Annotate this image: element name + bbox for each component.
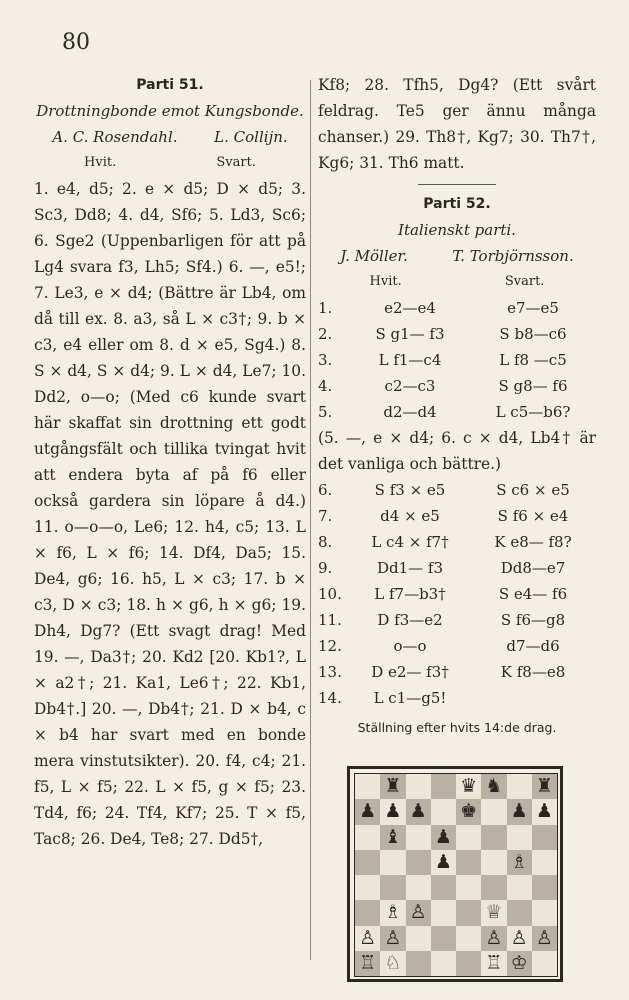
move-row [318, 373, 596, 399]
board-square [507, 900, 532, 925]
board-square [456, 875, 481, 900]
board-square: ♟ [380, 799, 405, 824]
move-row [318, 607, 596, 633]
board-square [431, 875, 456, 900]
move-number: 8. [318, 533, 333, 551]
black-move: e7—e5 [507, 299, 559, 317]
black-player: L. Collijn. [214, 128, 288, 146]
black-move: K f8—e8 [500, 663, 566, 681]
move-row [318, 503, 596, 529]
move-row [318, 477, 596, 503]
move-number: 4. [318, 377, 333, 395]
board-square: ♙ [481, 926, 506, 951]
board-square: ♜ [532, 774, 557, 799]
black-move: K e8— f8? [494, 533, 572, 551]
move-number: 9. [318, 559, 333, 577]
right-column [318, 72, 596, 741]
move-number: 11. [318, 611, 342, 629]
board-square: ♙ [532, 926, 557, 951]
white-move: D f3—e2 [377, 611, 443, 629]
game-51-opening: Drottningbonde emot Kungsbonde. [36, 102, 304, 120]
board-square [355, 774, 380, 799]
game-51-colors [34, 150, 306, 176]
black-move: S g8— f6 [498, 377, 568, 395]
white-move: L f1—c4 [378, 351, 442, 369]
white-move: d4 × e5 [380, 507, 440, 525]
board-square: ♖ [355, 951, 380, 976]
board-square [355, 825, 380, 850]
move-row [318, 685, 596, 711]
move-row [318, 529, 596, 555]
move-number: 6. [318, 481, 333, 499]
board-square [481, 799, 506, 824]
white-move: Dd1— f3 [376, 559, 444, 577]
move-number: 12. [318, 637, 342, 655]
game-52-title: Parti 52. [423, 196, 491, 212]
board-square: ♗ [507, 850, 532, 875]
move-number: 2. [318, 325, 333, 343]
white-move: o—o [393, 637, 427, 655]
board-square: ♟ [355, 799, 380, 824]
move-number: 5. [318, 403, 333, 421]
game-51-players [34, 124, 306, 150]
white-player: A. C. Rosendahl. [52, 128, 178, 146]
game-52-note: (5. —, e × d4; 6. c × d4, Lb4† är det vanliga och bättre.) [318, 429, 596, 473]
white-move: e2—e4 [384, 299, 436, 317]
game-52-opening: Italienskt parti. [398, 221, 516, 239]
board-square: ♙ [380, 926, 405, 951]
board-square: ♔ [507, 951, 532, 976]
black-label: Svart. [504, 274, 545, 289]
page-number: 80 [62, 30, 90, 55]
board-square: ♝ [380, 825, 405, 850]
board-square [431, 926, 456, 951]
board-square: ♘ [380, 951, 405, 976]
black-move: L c5—b6? [495, 403, 571, 421]
board-square [431, 900, 456, 925]
black-label: Svart. [216, 155, 256, 170]
board-square: ♕ [481, 900, 506, 925]
white-move: S f3 × e5 [374, 481, 446, 499]
move-number: 14. [318, 689, 342, 707]
board-square [456, 926, 481, 951]
board-square [406, 774, 431, 799]
board-square: ♛ [456, 774, 481, 799]
game-52-players [318, 243, 596, 269]
move-row [318, 633, 596, 659]
black-player: T. Torbjörnsson. [452, 247, 574, 265]
board-square [481, 825, 506, 850]
game-51-title: Parti 51. [136, 77, 204, 93]
white-move: L c4 × f7† [371, 533, 449, 551]
move-number: 3. [318, 351, 333, 369]
black-move: S f6 × e4 [497, 507, 569, 525]
board-square: ♗ [380, 900, 405, 925]
board-square [355, 875, 380, 900]
board-square: ♟ [507, 799, 532, 824]
move-number: 10. [318, 585, 342, 603]
move-row [318, 659, 596, 685]
black-move: S c6 × e5 [496, 481, 570, 499]
board-square [380, 850, 405, 875]
chess-diagram [347, 766, 563, 982]
board-square [532, 951, 557, 976]
board-square [406, 875, 431, 900]
move-row [318, 555, 596, 581]
column-divider [310, 80, 311, 960]
move-number: 13. [318, 663, 342, 681]
game-52-colors [318, 269, 596, 295]
board-square [532, 850, 557, 875]
white-label: Hvit. [369, 274, 402, 289]
move-row [318, 347, 596, 373]
board-square [431, 799, 456, 824]
board-square [431, 951, 456, 976]
white-move: L c1—g5! [373, 689, 447, 707]
board-square [456, 900, 481, 925]
board-square [380, 875, 405, 900]
move-row [318, 581, 596, 607]
white-move: c2—c3 [384, 377, 436, 395]
board-square [532, 875, 557, 900]
move-row [318, 399, 596, 425]
diagram-caption: Ställning efter hvits 14:de drag. [357, 720, 557, 735]
board-square [456, 951, 481, 976]
board-square [481, 850, 506, 875]
board-square [406, 926, 431, 951]
board-square [456, 850, 481, 875]
white-move: S g1— f3 [375, 325, 445, 343]
board-square [406, 825, 431, 850]
board-square [507, 825, 532, 850]
black-move: L f8 —c5 [499, 351, 567, 369]
black-move: S f6—g8 [500, 611, 566, 629]
black-move: d7—d6 [506, 637, 560, 655]
board-square: ♙ [355, 926, 380, 951]
white-move: d2—d4 [383, 403, 437, 421]
board-square: ♜ [380, 774, 405, 799]
black-move: S e4— f6 [498, 585, 568, 603]
game-51-continuation: Kf8; 28. Tfh5, Dg4? (Ett svårt feldrag. Te5 ger ännu många chanser.) 29. Th8†, Kg7; 30. Th7†, Kg6; 31. Th6 matt. [318, 76, 596, 172]
board-square: ♚ [456, 799, 481, 824]
board-square: ♙ [406, 900, 431, 925]
moves-table-a [318, 295, 596, 425]
board-square: ♟ [532, 799, 557, 824]
board-square [406, 850, 431, 875]
board-square: ♖ [481, 951, 506, 976]
white-label: Hvit. [84, 155, 117, 170]
board-square [456, 825, 481, 850]
board-square [355, 850, 380, 875]
black-move [470, 685, 596, 711]
board-square [507, 875, 532, 900]
left-column [34, 72, 306, 852]
section-rule [418, 184, 496, 185]
board-square [406, 951, 431, 976]
white-player: J. Möller. [340, 247, 408, 265]
board-square [431, 774, 456, 799]
board-square [532, 825, 557, 850]
board-square [507, 774, 532, 799]
move-row [318, 295, 596, 321]
move-number: 1. [318, 299, 333, 317]
chess-board [354, 773, 558, 977]
board-square: ♟ [406, 799, 431, 824]
board-square [532, 900, 557, 925]
board-square: ♞ [481, 774, 506, 799]
board-square [355, 900, 380, 925]
board-square: ♟ [431, 850, 456, 875]
black-move: S b8—c6 [499, 325, 567, 343]
board-square: ♟ [431, 825, 456, 850]
move-number: 7. [318, 507, 333, 525]
game-51-moves-text: 1. e4, d5; 2. e × d5; D × d5; 3. Sc3, Dd8; 4. d4, Sf6; 5. Ld3, Sc6; 6. Sge2 (Uppenbarligen för att på Lg4 svara f3, Lh5; Sf4.) 6. —, e5!; 7. Le3, e × d4; (Bättre är Lb4, om då till ex. 8. a3, så L × c3†; 9. b × c3, e4 eller om 8. d × e5, Sg4.) 8. S × d4, S × d4; 9. L × d4, Le7; 10. Dd2, o—o; (Med c6 kunde svart här skaffat sin drottning ett godt utgångsfält och tillika tvingat hvit att endera byta af på f6 eller också gardera sin löpare å d4.) 11. o—o—o, Le6; 12. h4, c5; 13. L × f6, L × f6; 14. Df4, Da5; 15. De4, g6; 16. h5, L × c3; 17. b × c3, D × c3; 18. h × g6, h × g6; 19. Dh4, Dg7? (Ett svagt drag! Med 19. —, Da3†; 20. Kd2 [20. Kb1?, L × a2†; 21. Ka1, Le6†; 22. Kb1, Db4†.] 20. —, Db4†; 21. D × b4, c × b4 har svart med en bonde mera vinstutsikter). 20. f4, c4; 21. f5, L × f5; 22. L × f5, g × f5; 23. Td4, f6; 24. Tf4, Kf7; 25. T × f5, Tac8; 26. De4, Te8; 27. Dd5†, [34, 180, 306, 848]
white-move: L f7—b3† [374, 585, 446, 603]
board-square [481, 875, 506, 900]
board-square: ♙ [507, 926, 532, 951]
move-row [318, 321, 596, 347]
moves-table-b [318, 477, 596, 711]
white-move: D e2— f3† [371, 663, 449, 681]
black-move: Dd8—e7 [500, 559, 566, 577]
